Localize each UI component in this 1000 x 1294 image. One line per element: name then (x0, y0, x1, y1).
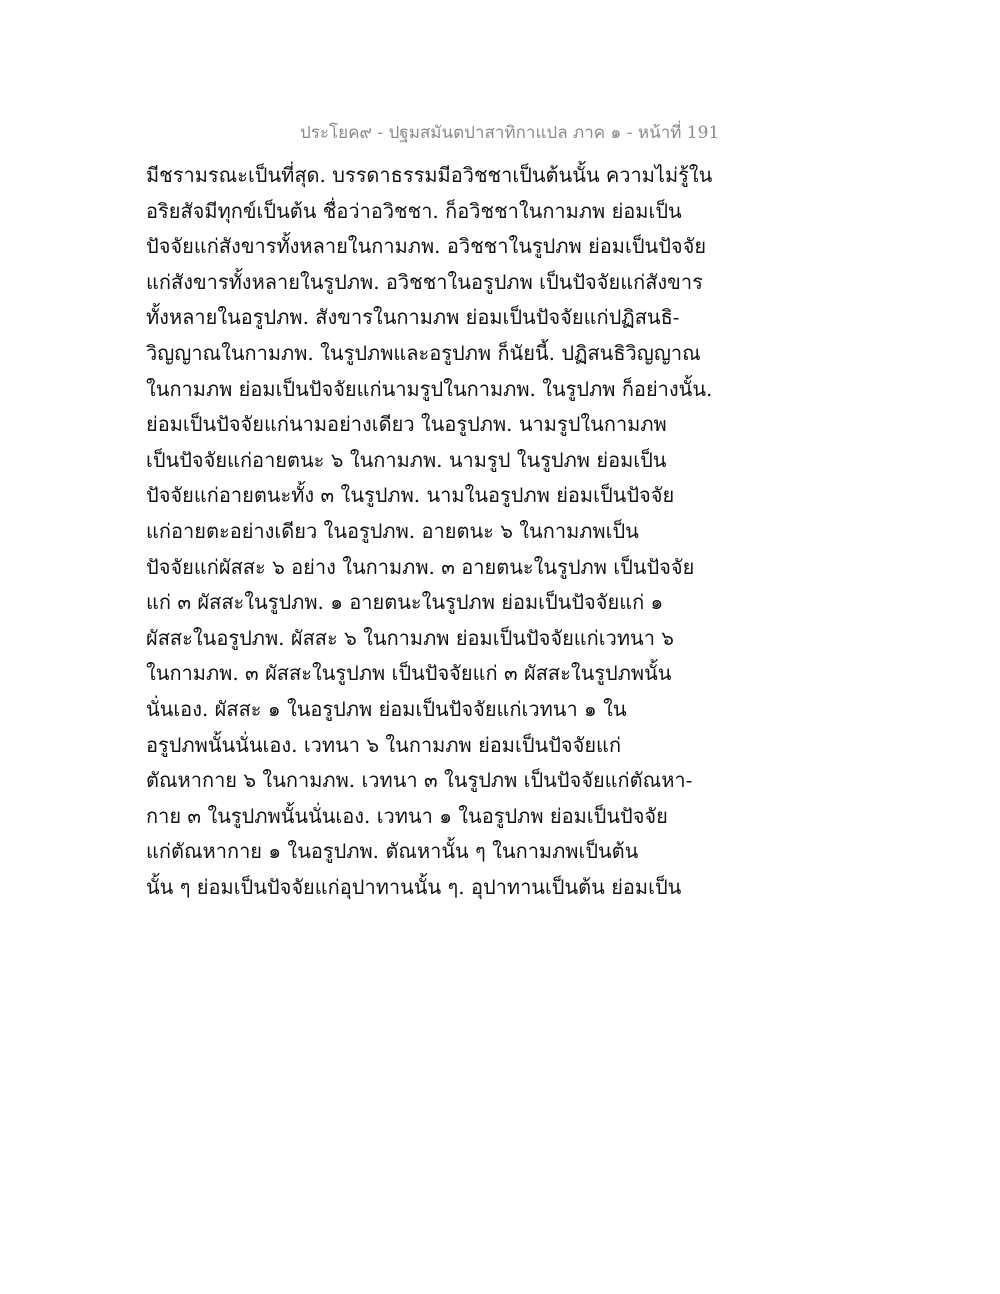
text-line: ในกามภพ ย่อมเป็นปัจจัยแก่นามรูปในกามภพ. ในรูปภพ ก็อย่างนั้น. (146, 376, 713, 401)
text-line: ในกามภพ. ๓ ผัสสะในรูปภพ เป็นปัจจัยแก่ ๓ ผัสสะในรูปภพนั้น (146, 661, 672, 686)
text-line: ผัสสะในอรูปภพ. ผัสสะ ๖ ในกามภพ ย่อมเป็นปัจจัยแก่เวทนา ๖ (146, 625, 674, 650)
text-line: แก่อายตะอย่างเดียว ในอรูปภพ. อายตนะ ๖ ในกามภพเป็น (146, 518, 639, 543)
text-line: แก่สังขารทั้งหลายในรูปภพ. อวิชชาในอรูปภพ เป็นปัจจัยแก่สังขาร (146, 269, 703, 294)
text-line: ย่อมเป็นปัจจัยแก่นามอย่างเดียว ในอรูปภพ. นามรูปในกามภพ (146, 412, 667, 437)
text-line: เป็นปัจจัยแก่อายตนะ ๖ ในกามภพ. นามรูป ในรูปภพ ย่อมเป็น (146, 447, 667, 472)
running-header: ประโยค๙ - ปฐมสมันตปาสาทิกาแปล ภาค ๑ - หน้าที่ 191 (300, 123, 720, 143)
text-line: มีชรามรณะเป็นที่สุด. บรรดาธรรมมีอวิชชาเป็นต้นนั้น ความไม่รู้ใน (146, 163, 713, 187)
text-line: แก่ตัณหากาย ๑ ในอรูปภพ. ตัณหานั้น ๆ ในกามภพเป็นต้น (146, 839, 639, 864)
text-line: ตัณหากาย ๖ ในกามภพ. เวทนา ๓ ในรูปภพ เป็นปัจจัยแก่ตัณหา- (146, 768, 693, 793)
body-text (146, 158, 713, 905)
text-line: ปัจจัยแก่ผัสสะ ๖ อย่าง ในกามภพ. ๓ อายตนะในรูปภพ เป็นปัจจัย (146, 554, 695, 579)
text-line: นั้น ๆ ย่อมเป็นปัจจัยแก่อุปาทานนั้น ๆ. อุปาทานเป็นต้น ย่อมเป็น (146, 874, 682, 899)
text-line: อริยสัจมีทุกข์เป็นต้น ชื่อว่าอวิชชา. ก็อวิชชาในกามภพ ย่อมเป็น (146, 198, 682, 223)
text-line: แก่ ๓ ผัสสะในรูปภพ. ๑ อายตนะในรูปภพ ย่อมเป็นปัจจัยแก่ ๑ (146, 590, 664, 615)
text-line: วิญญาณในกามภพ. ในรูปภพและอรูปภพ ก็นัยนี้. ปฏิสนธิวิญญาณ (146, 340, 701, 365)
text-line: กาย ๓ ในรูปภพนั้นนั่นเอง. เวทนา ๑ ในอรูปภพ ย่อมเป็นปัจจัย (146, 803, 668, 828)
text-line: ทั้งหลายในอรูปภพ. สังขารในกามภพ ย่อมเป็นปัจจัยแก่ปฏิสนธิ- (146, 305, 680, 330)
text-line: นั่นเอง. ผัสสะ ๑ ในอรูปภพ ย่อมเป็นปัจจัยแก่เวทนา ๑ ใน (146, 696, 627, 721)
text-line: ปัจจัยแก่อายตนะทั้ง ๓ ในรูปภพ. นามในอรูปภพ ย่อมเป็นปัจจัย (146, 483, 675, 508)
text-line: ปัจจัยแก่สังขารทั้งหลายในกามภพ. อวิชชาในรูปภพ ย่อมเป็นปัจจัย (146, 234, 707, 259)
text-line: อรูปภพนั้นนั่นเอง. เวทนา ๖ ในกามภพ ย่อมเป็นปัจจัยแก่ (146, 732, 622, 757)
